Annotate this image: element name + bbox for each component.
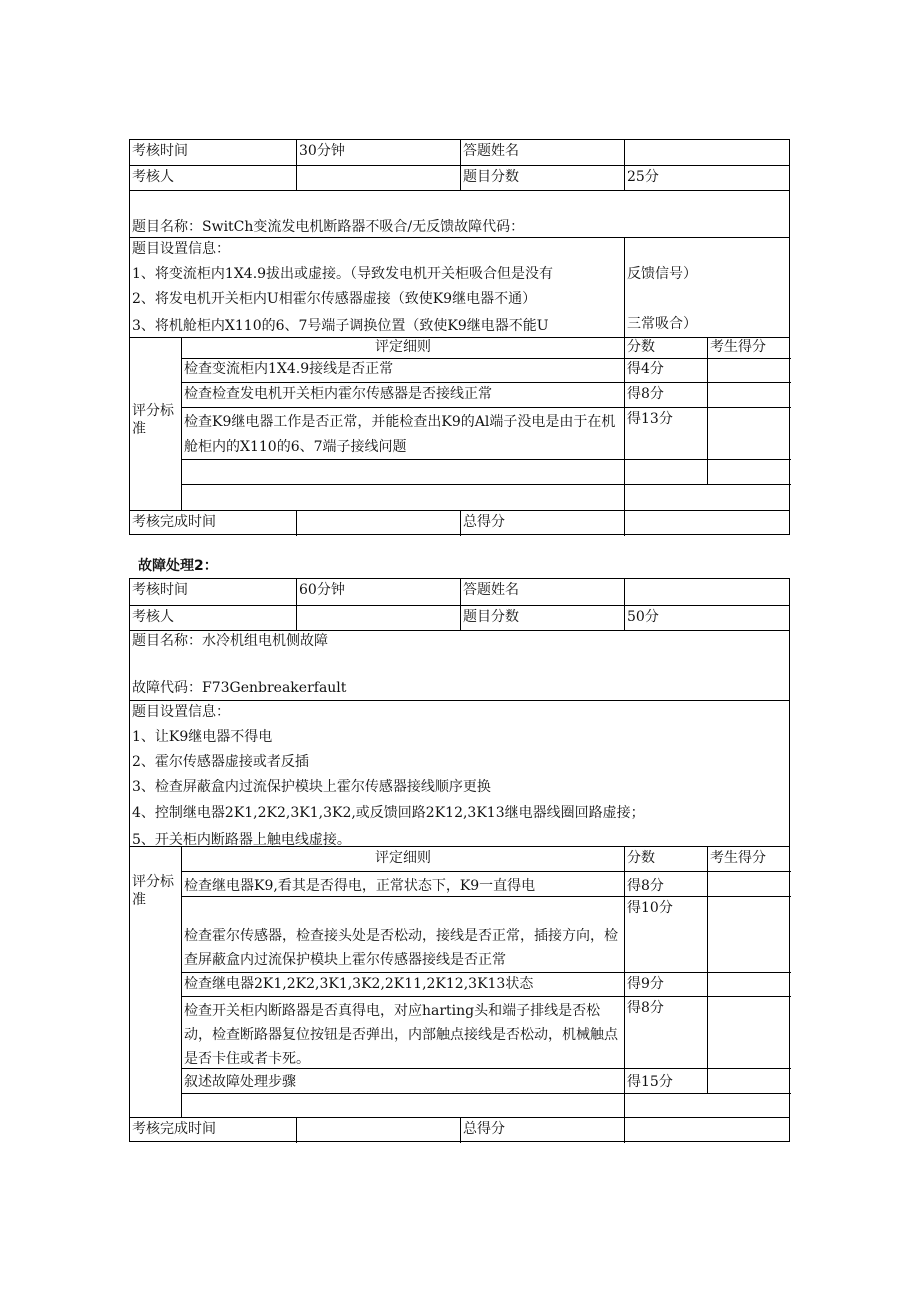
name-value-field[interactable] (624, 140, 791, 165)
setup-item: 3、将机舱柜内X110的6、7号端子调换位置（致使K9继电器不能U (132, 318, 549, 334)
score-value: 25分 (624, 166, 791, 190)
rubric-item: 检查变流柜内1X4.9接线是否正常 (184, 361, 394, 377)
rubric-item: 检查继电器2K1,2K2,3K1,3K2,2K11,2K12,3K13状态 (184, 976, 534, 992)
rubric-item: 检查霍尔传感器，检查接头处是否松动，接线是否正常，插接方向，检查屏蔽盒内过流保护模块上霍尔传感器接线是否正常 (184, 928, 618, 968)
setup-item: 2、将发电机开关柜内U相霍尔传感器虚接（致使K9继电器不通） (132, 291, 537, 307)
setup-item: 1、将变流柜内1X4.9拔出或虚接。（导致发电机开关柜吸合但是没有 (132, 266, 554, 282)
table2-row-examiner (130, 605, 789, 630)
finish-time-field[interactable] (296, 1118, 460, 1143)
rubric-label: 评分标准 (132, 403, 174, 437)
rubric-item: 检查继电器K9,看其是否得电，正常状态下，K9一直得电 (184, 878, 536, 894)
examiner-label: 考核人 (132, 609, 174, 625)
time-value: 30分钟 (296, 140, 460, 165)
total-score-field[interactable] (624, 511, 789, 536)
table2-rubric-block (130, 846, 789, 1117)
score-column-header: 分数 (627, 339, 655, 355)
name-label: 答题姓名 (460, 140, 624, 165)
setup-item-continued: 三常吸合） (627, 316, 697, 332)
finish-time-label: 考核完成时间 (132, 514, 216, 530)
candidate-score-header: 考生得分 (710, 339, 766, 355)
rubric-score: 得15分 (627, 1074, 673, 1090)
time-label: 考核时间 (132, 582, 188, 598)
question-title: 题目名称：水冷机组电机侧故障 (132, 633, 328, 649)
exam-table-1 (129, 139, 790, 535)
time-label: 考核时间 (132, 143, 188, 159)
table1-row-examiner (130, 165, 789, 190)
finish-time-label: 考核完成时间 (132, 1121, 216, 1137)
table1-row-title (130, 190, 789, 237)
setup-item: 4、控制继电器2K1,2K2,3K1,3K2,或反馈回路2K12,3K13继电器线圈回路虚接； (132, 805, 645, 821)
rubric-score: 得13分 (627, 411, 673, 427)
setup-item-continued: 反馈信号） (627, 266, 697, 282)
finish-time-field[interactable] (296, 511, 460, 536)
examiner-label: 考核人 (132, 169, 174, 185)
table1-rubric-block (130, 337, 789, 510)
rubric-score: 得8分 (627, 878, 664, 894)
score-column-header: 分数 (627, 850, 655, 866)
setup-item: 1、让K9继电器不得电 (132, 729, 273, 745)
rubric-score: 得8分 (627, 1000, 664, 1016)
table1-row-time (130, 140, 789, 165)
table1-row-finish (130, 510, 789, 536)
total-score-label: 总得分 (460, 511, 624, 536)
name-label: 答题姓名 (460, 579, 624, 605)
rubric-score: 得9分 (627, 976, 664, 992)
exam-table-2 (129, 578, 790, 1142)
rubric-score: 得8分 (627, 386, 664, 402)
table1-row-setup (130, 237, 789, 337)
table2-row-time (130, 579, 789, 605)
name-value-field[interactable] (624, 579, 791, 605)
time-value: 60分钟 (296, 579, 460, 605)
setup-header: 题目设置信息： (132, 241, 230, 257)
total-score-label: 总得分 (460, 1118, 624, 1143)
rubric-item: 检查K9继电器工作是否正常，并能检查出K9的Al端子没电是由于在机舱柜内的X110的6、7端子接线问题 (184, 414, 616, 455)
examiner-value-field[interactable] (296, 606, 460, 630)
table2-row-finish (130, 1117, 789, 1143)
criteria-header: 评定细则 (375, 339, 431, 355)
score-label: 题目分数 (460, 606, 624, 630)
examiner-value-field[interactable] (296, 166, 460, 190)
setup-header: 题目设置信息： (132, 704, 230, 720)
setup-item: 2、霍尔传感器虚接或者反插 (132, 754, 309, 770)
question-title: 题目名称：SwitCh变流发电机断路器不吸合/无反馈故障代码： (132, 219, 525, 235)
rubric-score: 得4分 (627, 361, 664, 377)
table2-row-title (130, 630, 789, 700)
rubric-label: 评分标准 (132, 874, 174, 908)
criteria-header: 评定细则 (375, 850, 431, 866)
setup-item: 3、检查屏蔽盒内过流保护模块上霍尔传感器接线顺序更换 (132, 779, 491, 795)
score-value: 50分 (624, 606, 791, 630)
candidate-score-header: 考生得分 (710, 850, 766, 866)
rubric-score: 得10分 (627, 900, 673, 916)
rubric-item: 检查开关柜内断路器是否真得电，对应harting头和端子排线是否松动，检查断路器复位按钮是否弹出，内部触点接线是否松动，机械触点是否卡住或者卡死。 (184, 1003, 618, 1067)
section-heading: 故障处理2： (138, 558, 218, 574)
rubric-item: 叙述故障处理步骤 (184, 1074, 296, 1090)
score-label: 题目分数 (460, 166, 624, 190)
fault-code: 故障代码：F73Genbreakerfault (132, 680, 347, 696)
table2-row-setup (130, 700, 789, 846)
total-score-field[interactable] (624, 1118, 789, 1143)
rubric-item: 检查检查发电机开关柜内霍尔传感器是否接线正常 (184, 386, 492, 402)
setup-item: 5、开关柜内断路器上触电线虚接。 (132, 832, 351, 846)
